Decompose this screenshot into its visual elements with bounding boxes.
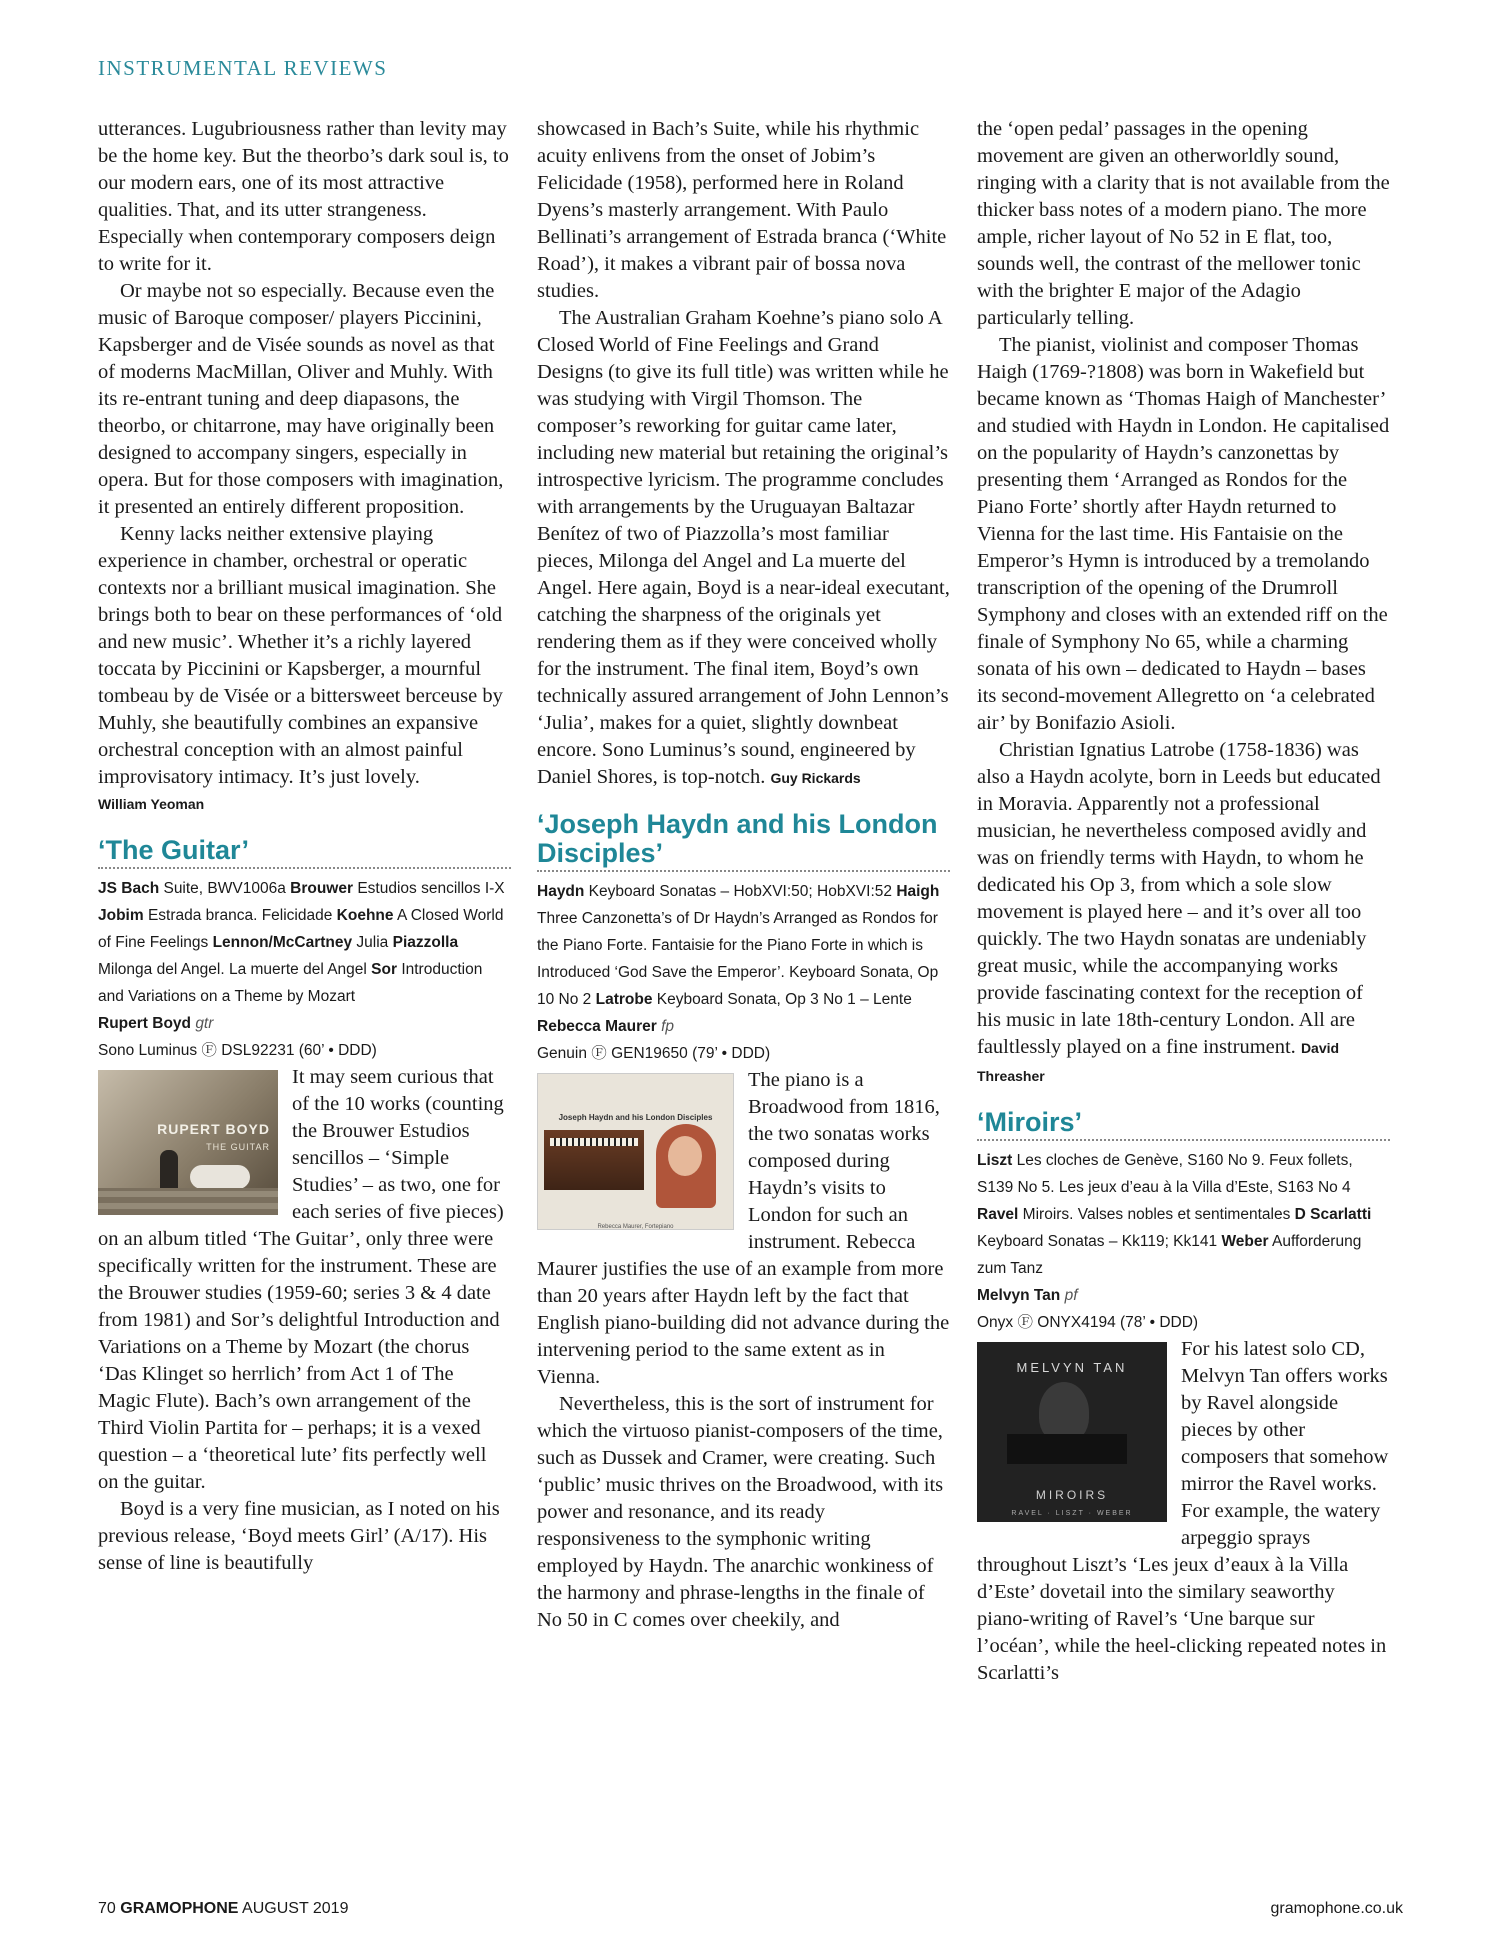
miroirs-details: Liszt Les cloches de Genève, S160 No 9. Feux follets, S139 No 5. Les jeux d’eau à la Villa d’Este, S163 No 4 Ravel Miroirs. Valses nobles et sentimentales D Scarlatti Keyboard Sonatas – Kk119; Kk141 Weber Aufforderung zum Tanz <box>977 1152 1372 1277</box>
haydn-details: Haydn Keyboard Sonatas – HobXVI:50; HobXVI:52 Haigh Three Canzonetta’s of Dr Haydn’s Arranged as Rondos for the Piano Forte. Fantaisie for the Piano Forte in which is Introduced ‘God Save the Emperor’. Keyboard Sonata, Op 10 No 2 Latrobe Keyboard Sonata, Op 3 No 1 – Lente <box>537 883 940 1008</box>
footer-page-info <box>98 1900 348 1918</box>
review-title-miroirs: ‘Miroirs’ <box>977 1108 1390 1141</box>
col3-para-3: Christian Ignatius Latrobe (1758-1836) was also a Haydn acolyte, born in Leeds but educated in Moravia. Apparently not a professional musician, he nevertheless composed avidly and was on friendly terms with Haydn, to whom he dedicated his Op 3, from which a sole slow movement is played here – and it’s over all too quickly. The two Haydn sonatas are undeniably great music, while the accompanying works provide fascinating context for the reception of his music in late 18th-century London. All are faultlessly played on a fine instrument. David Threasher <box>977 739 1381 1084</box>
section-label: INSTRUMENTAL REVIEWS <box>98 56 388 80</box>
column-1 <box>98 116 511 1577</box>
col2-para-1: showcased in Bach’s Suite, while his rhythmic acuity enlivens from the onset of Jobim’s Felicidade (1958), performed here in Roland Dyens’s masterly arrangement. With Paulo Bellinati’s arrangement of Estrada branca (‘White Road’), it makes a vibrant pair of bossa nova studies. <box>537 118 947 302</box>
miroirs-label: Onyx Ⓕ ONYX4194 (78’ • DDD) <box>977 1314 1199 1331</box>
haydn-label: Genuin Ⓕ GEN19650 (79’ • DDD) <box>537 1045 771 1062</box>
guitar-performer: Rupert Boyd gtr <box>98 1015 214 1032</box>
col1-para-2: Or maybe not so especially. Because even the music of Baroque composer/ players Piccinini, Kapsberger and de Visée sounds as novel as that of moderns MacMillan, Oliver and Muhly. With its re-entrant tuning and deep diapasons, the theorbo, or chitarrone, may have originally been designed to accompany singers, especially in opera. But for those composers with imagination, it presented an entirely different proposition. <box>98 280 504 518</box>
album-cover-haydn: Joseph Haydn and his London Disciples Rebecca Maurer, Fortepiano <box>537 1073 734 1230</box>
col2-para-2: The Australian Graham Koehne’s piano solo A Closed World of Fine Feelings and Grand Designs (to give its full title) was written while he was studying with Virgil Thomson. The composer’s reworking for guitar came later, including new material but retaining the original’s introspective lyricism. The programme concludes with arrangements by the Uruguayan Baltazar Benítez of two of Piazzolla’s most familiar pieces, Milonga del Angel and La muerte del Angel. Here again, Boyd is a near-ideal executant, catching the sharpness of the originals yet rendering them as if they were conceived wholly for the instrument. The final item, Boyd’s own technically assured arrangement of John Lennon’s ‘Julia’, makes for a quiet, slightly downbeat encore. Sono Luminus’s sound, engineered by Daniel Shores, is top-notch. Guy Rickards <box>537 307 950 788</box>
reviewer-signature: William Yeoman <box>98 796 205 812</box>
column-3 <box>977 116 1390 1687</box>
issue-date: AUGUST 2019 <box>242 1900 349 1917</box>
col3-para-2: The pianist, violinist and composer Thomas Haigh (1769-?1808) was born in Wakefield but became known as ‘Thomas Haigh of Manchester’ and studied with Haydn in London. He capitalised on the popularity of Haydn’s canzonettas by presenting them ‘Arranged as Rondos for the Piano Forte’ shortly after Haydn returned to Vienna for the last time. His Fantaisie on the Emperor’s Hymn is introduced by a tremolando transcription of the opening of the Drumroll Symphony and closes with an extended riff on the finale of Symphony No 65, while a charming sonata of his own – dedicated to Haydn – bases its second-movement Allegretto on ‘a celebrated air’ by Bonifazio Asioli. <box>977 334 1390 734</box>
guitar-label: Sono Luminus Ⓕ DSL92231 (60’ • DDD) <box>98 1042 377 1059</box>
miroirs-para-1: For his latest solo CD, Melvyn Tan offers works by Ravel alongside pieces by other composers that somehow mirror the Ravel works. For example, the watery arpeggio sprays throughout Liszt’s ‘Les jeux d’eaux à la Villa d’Este’ dovetail into the similary seaworthy piano-writing of Ravel’s ‘Une barque sur l’océan’, while the heel-clicking repeated notes in Scarlatti’s <box>977 1338 1389 1684</box>
guitar-para-2: Boyd is a very fine musician, as I noted on his previous release, ‘Boyd meets Girl’ (A/17). His sense of line is beautifully <box>98 1498 500 1574</box>
footer-website: gramophone.co.uk <box>1270 1900 1403 1917</box>
review-title-guitar: ‘The Guitar’ <box>98 836 511 869</box>
haydn-para-2: Nevertheless, this is the sort of instrument for which the virtuoso pianist-composers of the time, such as Dussek and Cramer, were creating. Such ‘public’ music thrives on the Broadwood, with its power and resonance, and its ready responsiveness to the symphonic writing employed by Haydn. The anarchic wonkiness of the harmony and phrase-lengths in the finale of No 50 in C comes over cheekily, and <box>537 1393 944 1631</box>
miroirs-performer: Melvyn Tan pf <box>977 1287 1078 1304</box>
haydn-performer: Rebecca Maurer fp <box>537 1018 675 1035</box>
col1-para-3: Kenny lacks neither extensive playing experience in chamber, orchestral or operatic contexts nor a brilliant musical imagination. She brings both to bear on these performances of ‘old and new music’. Whether it’s a richly layered toccata by Piccinini or Kapsberger, a mournful tombeau by de Visée or a bittersweet berceuse by Muhly, she beautifully combines an expansive orchestral conception with an almost painful improvisatory intimacy. It’s just lovely. <box>98 523 503 788</box>
col3-para-1: the ‘open pedal’ passages in the opening movement are given an otherworldly sound, ringing with a clarity that is not available from the thicker bass notes of a modern piano. The more ample, richer layout of No 52 in E flat, too, sounds well, the contrast of the mellower tonic with the brighter E major of the Adagio particularly telling. <box>977 118 1390 329</box>
column-2 <box>537 116 950 1634</box>
page-number: 70 <box>98 1900 116 1917</box>
review-title-haydn: ‘Joseph Haydn and his London Disciples’ <box>537 810 950 872</box>
reviewer-signature: David Threasher <box>977 1040 1340 1084</box>
col1-para-1: utterances. Lugubriousness rather than levity may be the home key. But the theorbo’s dark soul is, to our modern ears, one of its most attractive qualities. That, and its utter strangeness. Especially when contemporary composers deign to write for it. <box>98 118 509 275</box>
guitar-para-1: It may seem curious that of the 10 works (counting the Brouwer Estudios sencillos – ‘Simple Studies’ – as two, one for each series of five pieces) on an album titled ‘The Guitar’, only three were specifically written for the instrument. These are the Brouwer studies (1959-60; series 3 & 4 date from 1981) and Sor’s delightful Introduction and Variations on a Theme by Mozart (the chorus ‘Das Klinget so herrlich’ from Act 1 of The Magic Flute). Bach’s own arrangement of the Third Violin Partita for – perhaps; it is a vexed question – a ‘theoretical lute’ fits perfectly well on the guitar. <box>98 1066 504 1493</box>
haydn-para-1: The piano is a Broadwood from 1816, the two sonatas works composed during Haydn’s visits to London for such an instrument. Rebecca Maurer justifies the use of an example from more than 20 years after Haydn left by the fact that English piano-building did not advance during the intervening period to the same extent as in Vienna. <box>537 1069 950 1388</box>
album-cover-miroirs: MELVYN TAN MIROIRS RAVEL · LISZT · WEBER <box>977 1342 1167 1522</box>
magazine-name: GRAMOPHONE <box>120 1900 239 1917</box>
reviewer-signature: Guy Rickards <box>770 770 861 786</box>
guitar-details: JS Bach Suite, BWV1006a Brouwer Estudios sencillos I-X Jobim Estrada branca. Felicidade Koehne A Closed World of Fine Feelings Lennon/McCartney Julia Piazzolla Milonga del Angel. La muerte del Angel Sor Introduction and Variations on a Theme by Mozart <box>98 880 505 1005</box>
album-cover-the-guitar: RUPERT BOYD THE GUITAR <box>98 1070 278 1215</box>
